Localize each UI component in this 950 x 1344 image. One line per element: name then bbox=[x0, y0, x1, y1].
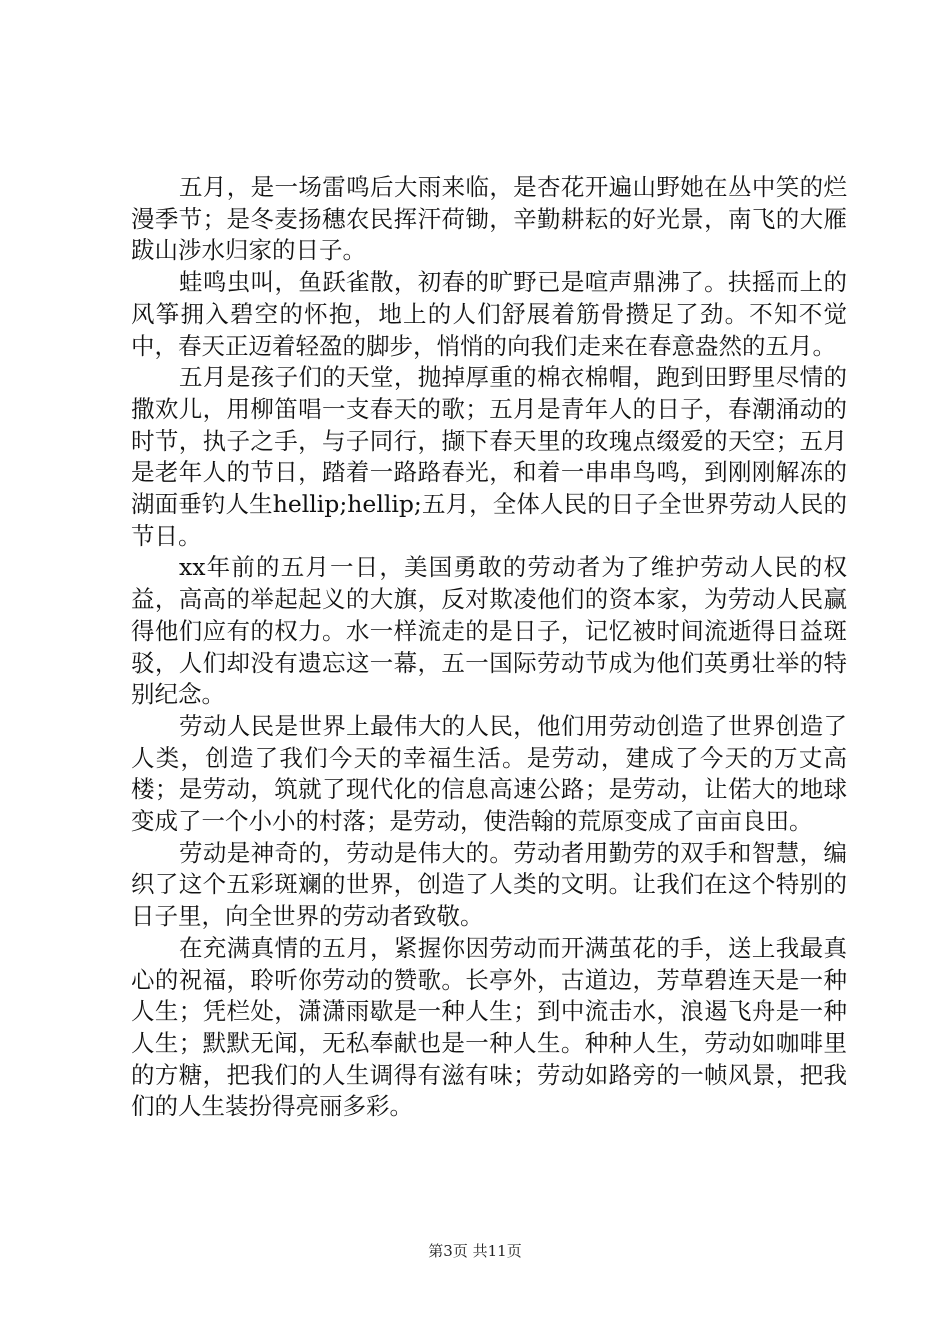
paragraph-4: xx年前的五月一日，美国勇敢的劳动者为了维护劳动人民的权益，高高的举起起义的大旗，反对欺凌他们的资本家，为劳动人民赢得他们应有的权力。水一样流走的是日子，记忆被时间流逝得日益斑驳，人们却没有遗忘这一幕，五一国际劳动节成为他们英勇壮举的特别纪念。 bbox=[131, 553, 847, 709]
paragraph-7: 在充满真情的五月，紧握你因劳动而开满茧花的手，送上我最真心的祝福，聆听你劳动的赞歌。长亭外，古道边，芳草碧连天是一种人生；凭栏处，潇潇雨歇是一种人生；到中流击水，浪遏飞舟是一种人生；默默无闻，无私奉献也是一种人生。种种人生，劳动如咖啡里的方糖，把我们的人生调得有滋有味；劳动如路旁的一帧风景，把我们的人生装扮得亮丽多彩。 bbox=[131, 933, 847, 1121]
paragraph-6: 劳动是神奇的，劳动是伟大的。劳动者用勤劳的双手和智慧，编织了这个五彩斑斓的世界，创造了人类的文明。让我们在这个特别的日子里，向全世界的劳动者致敬。 bbox=[131, 838, 847, 931]
document-body bbox=[131, 172, 847, 1123]
paragraph-3: 五月是孩子们的天堂，抛掉厚重的棉衣棉帽，跑到田野里尽情的撒欢儿，用柳笛唱一支春天的歌；五月是青年人的日子，春潮涌动的时节，执子之手，与子同行，撷下春天里的玫瑰点缀爱的天空；五月是老年人的节日，踏着一路路春光，和着一串串鸟鸣，到刚刚解冻的湖面垂钓人生hellip;hellip;五月，全体人民的日子全世界劳动人民的节日。 bbox=[131, 363, 847, 550]
paragraph-2: 蛙鸣虫叫，鱼跃雀散，初春的旷野已是喧声鼎沸了。扶摇而上的风筝拥入碧空的怀抱，地上的人们舒展着筋骨攒足了劲。不知不觉中，春天正迈着轻盈的脚步，悄悄的向我们走来在春意盎然的五月。 bbox=[131, 268, 847, 360]
paragraph-5: 劳动人民是世界上最伟大的人民，他们用劳动创造了世界创造了人类，创造了我们今天的幸福生活。是劳动，建成了今天的万丈高楼；是劳动，筑就了现代化的信息高速公路；是劳动，让偌大的地球变成了一个小小的村落；是劳动，使浩翰的荒原变成了亩亩良田。 bbox=[131, 711, 847, 836]
page-number-footer: 第3页 共11页 bbox=[428, 1242, 522, 1260]
paragraph-1: 五月，是一场雷鸣后大雨来临，是杏花开遍山野她在丛中笑的烂漫季节；是冬麦扬穗农民挥汗荷锄，辛勤耕耘的好光景，南飞的大雁跋山涉水归家的日子。 bbox=[131, 173, 847, 265]
